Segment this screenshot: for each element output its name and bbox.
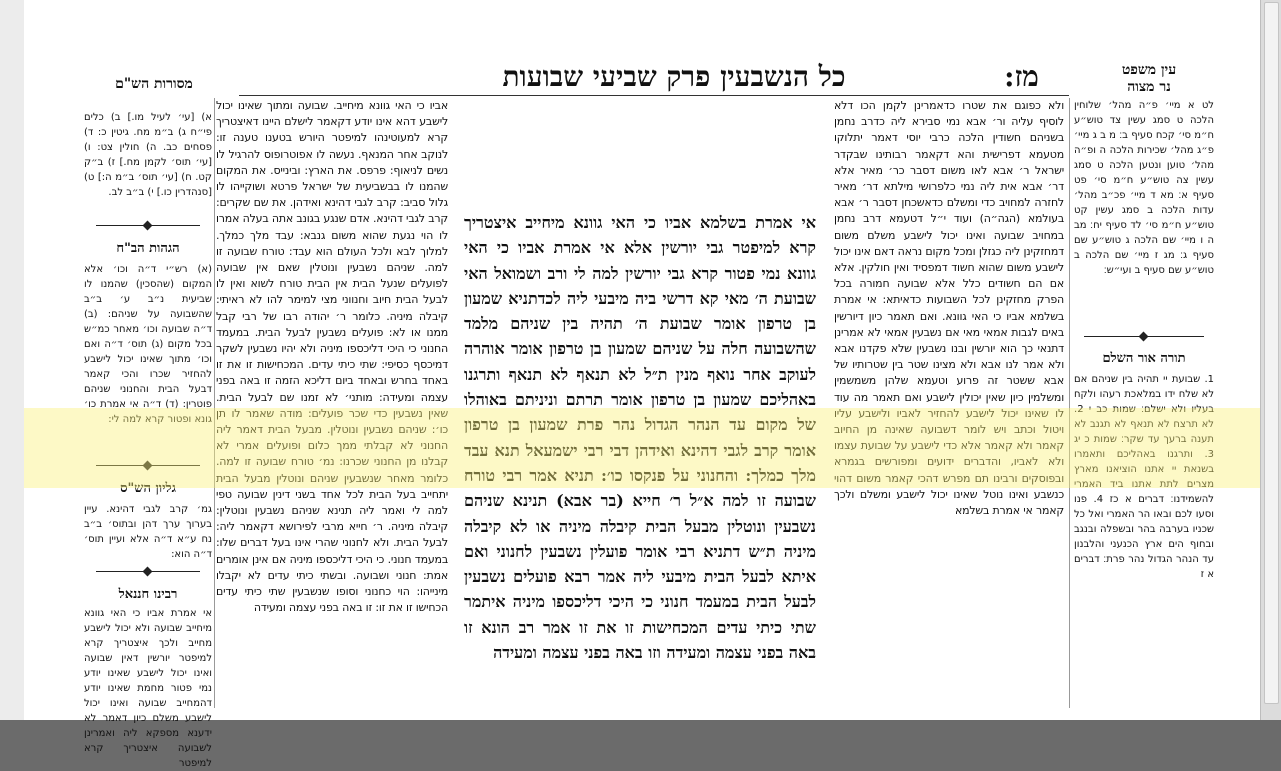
left-scroll-area [0,0,25,720]
scrollbar-thumb[interactable] [1264,2,1279,704]
header-rule [239,95,1069,96]
column-divider [1069,98,1070,708]
gilyon-column [84,502,212,562]
ein-mishpat-text: לט א מיי׳ פ״ה מהל׳ שלוחין הלכה ט סמג עשין צד טוש״ע ח״מ סי׳ קכח סעיף ב׃ מ ב ג מיי׳ פ״ג מהל׳ שכירות הלכה ה ופ״ה מהל׳ טוען ונטען הלכה ט סמג עשין צה טוש״ע ח״מ סי׳ פט סעיף א׃ מא ד מיי׳ פכ״ב מהל׳ עדות הלכה ב סמג עשין קט טוש״ע ח״מ סי׳ לד סעיף יח׃ מב ה ו מיי׳ שם הלכה ג טוש״ע שם סעיף ג׃ מג ז מיי׳ שם הלכה ב טוש״ע שם סעיף ב ועי״ש׃ [1074,100,1214,276]
hagahot-text: (א) רש״י ד״ה וכו׳ אלא המקום (שהסכין) שהמנו לו שביעית נ״ב ע׳ ב״ב שהשבועה על שניהם: (ב) ד״ה שבועה וכו׳ מאחר כמ״ש בכל מקום (ג) תוס׳ ד״ה ואם וכו׳ מתוך שאינו יכול לישבע להחזיר שכרו והכי קאמר דבעל הבית והחנוני שניהם פוטרין: (ד) ד״ה אי אמרת כו׳ גונא ופטור קרא למה לי: [84,264,212,425]
rashi-column [216,98,448,708]
page-title: כל הנשבעין פרק שביעי שבועות [502,60,846,93]
ner-mitzva-label: נר מצוה [1127,79,1171,95]
ein-mishpat-label: עין משפט [1121,62,1177,78]
tosafot-text: ולא כפוגם את שטרו כדאמרינן לקמן הכו דלא לוסיף עליה ור׳ אבא נמי סבירא ליה כדרב נחמן בשניהם חשודין הלכה כרבי יוסי דאמר יתלוקו מטעמא דפרישית והא דקאמר רבותינו שבקדר ישראל ר׳ אבא לאו משום דסבר כר׳ מאיר אלא דר׳ אבא אית ליה נמי כלפרושי מילתא דר׳ מאיר לחזרה למחויב כדי ומשלם כדאשכחן דסבר ר׳ אבא בעולמא (הגה״ה) ועוד י״ל דטעמא דרב נחמן במחויב שבועה ואינו יכול לישבע משלם משום דמחזקינן ליה כגזלן ומכל מקום נראה דאם אינו יכול לישבע משום שהוא חשוד דמפסיד ואין חולקין. אלא אם הם חשודים כלל אלא שבועה חמורה בכל הפרק מחזקינן לכל השבועות כדאיתא: אי אמרת בשלמא אביו כי האי גוונא. ואם תאמר כיון דיורשין באים לגבות אמאי מאי אם נשבעין אמאי לא אמרינן דתנאי כך הוא יורשין ובנו נשבעין שלא פקדנו אבא ולא אמר לנו אבא ולא מצינו שטר בין שטרותיו של אבא ששטר זה פרוע וטעמא שלהן משמשמין ומשלמין כיון שאין יכולין לישבע ואם תאמר מה עוד לו שאינו יכול לישבע להחזיר לאביו ולישבע עליו ויטול וכתב ויש לומר דשבועה שאינה מן החיוב קאמר ולא קאמר אלא כדי לישבע על שבועת עצמו ולא לאביו, והדברים ידועים ומפורשים בגמרא ובפוסקים ורבינו תם מפרש דהכי קאמר משום דהוי כנשבע ואינו נוטל שאינו יכול לישבע ומשלם ולכך קאמר אי אמרת בשלמא [834,99,1064,518]
chananel-title: רבינו חננאל [118,587,178,602]
chananel-column [84,606,212,769]
ornament-divider [1084,333,1204,341]
ornament-divider [96,568,200,576]
chananel-text: אי אמרת אביו כי האי גוונא מיחייב שבועה ולא יכול לישבע מחייב ולכך איצטריך קרא למיפטר יורשין דאין שבועה ואינו יכול לישבע שאינו יודע נמי פטור מחמת שאינו יודע דהמחייב שבועה ואינו יכול לישבע משלם כיון דאמר לא ידענא מספקא ליה ואמרינן לשבועה איצטריך קרא למיפטר [84,608,212,769]
talmud-page [24,0,1260,769]
torah-or-title: תורה אור השלם [1102,351,1186,366]
masoret-column [84,110,212,210]
tosafot-column [834,98,1064,708]
vertical-scrollbar[interactable] [1260,0,1281,720]
gilyon-title: גליון הש"ס [120,481,176,496]
hagahot-title: הגהות הב"ח [116,241,180,256]
column-divider [214,98,215,708]
ornament-divider [96,222,200,230]
masoret-hashas-label: מסורות הש"ם [115,76,193,92]
rashi-text: אביו כי האי גוונא מיחייב. שבועה ומתוך שאינו יכול לישבע דהא אינו יודע דקאמר לישלם היינו דאיצטריך קרא למעוטינהו למיפטר היורש בטענו טענה זו: לנוקב אחר המנאף. נעשה לו אפוטרופוס להרגיל לו נשים לניאוף: פרפס. את הארץ: ובינייס. את המקום שהמנו לו בבשביעית של ישראל פרטא ושוקייהו לו גלול סביב: קרב לגבי דהינא ואידהן. את שם שקרים: קרב לגבי דהינא. אדם שנגע בגונב אתה בעלה אמרו לו הוי נגעת שהוא משום גנבא: עבד מלך כמלך. למלוך לבא ולכל העולם הוא עבד: טורח שבועה זו למה. שניהם נשבעין ונוטלין שאם אין שבועה לפועלים שנעל הבית אין הבית טורח לשוא ואין לו לבעל הבית חיוב וחנווני מצי למימר להו לא ראיתי: קיבלה מיניה. כלומר ר׳ יהודה רבו של רבי קבל ממנו או לא: פועלים נשבעין לבעל הבית. במעמד החנוני כי היכי דליכספו מיניה ולא יהיו נשבעין לשקר דמיכסף כסיפי: שתי כיתי עדים. המכחישות זו את זו באחד בחרש ובאחד ביום דליכא הזמה זו באה בפני עצמה ומעידה: מותני׳ לא זמנו שם לבעל הבית. שאין נשבעין כדי שכר פועלים: מודה שאמר לו תן כו׳: שניהם נשבעין ונוטלין. מבעל הבית דאמר ליה החנוני לא קבלתי ממך כלום ופועלים אמרי לא קבלנו מן החנוני שכרנו: נמ׳ טורח שבועה זו למה. כלומר מאחר שנשבעין שניהם ונוטלין מבעל הבית יתחייב בעל הבית לכל אחד בשני דינין שבועה טפי למה לי ואמר ליה תנינא שניהם נשבעין ונוטלין: קיבלה מיניה. ר׳ חייא מרבי לפירושא דקאמר ליה: לבעל הבית. ולא לחנוני שהרי אינו בעל דברים שלו: במעמד חנוני. כי היכי דליכספו מיניה אם אינן אומרים אמת: חנוני ושבועה. ובשתי כיתי עדים לא יקבלו מינייהו: הוי כחנוני וסופו שנשבעין שתי כיתי עדים הכחישו זו את זו: זו באה בפני עצמה ומעידה [216,99,448,615]
daf-number: מז: [1004,60,1039,93]
gilyon-text: גמ׳ קרב לגבי דהינא. עיין בערוך ערך דהן ובתוס׳ ב״ב נח ע״א ד״ה אלא ועיין תוס׳ ד״ה הוא: [84,504,212,560]
torah-or-text: 1. שבועת יי תהיה בין שניהם אם לא שלח ידו במלאכת רעהו ולקח בעליו ולא ישלם׃ שמות כב י 2. לא תרצח לא תנאף לא תגנב לא תענה ברעך עד שקר׃ שמות כ יג 3. ותרגנו באהליכם ותאמרו בשנאת יי אתנו הוציאנו מארץ מצרים לתת אתנו ביד האמרי להשמידנו׃ דברים א כז 4. פנו וסעו לכם ובאו הר האמרי ואל כל שכניו בערבה בהר ובשפלה ובנגב ובחוף הים ארץ הכנעני והלבנון עד הנהר הגדול נהר פרת׃ דברים א ז [1074,374,1214,580]
highlight-band [24,408,1260,488]
gemara-text: אי אמרת בשלמא אביו כי האי גוונא מיחייב איצטריך קרא למיפטר גבי יורשין אלא אי אמרת אביו כי האי גוונא נמי פטור קרא גבי יורשין למה לי ורב ושמואל האי שבועת ה׳ מאי קא דרשי ביה מיבעי ליה לכדתניא שמעון בן טרפון אומר שבועת ה׳ תהיה בין שניהם מלמד שהשבועה חלה על שניהם שמעון בן טרפון אומר אוהרה לעוקב אחר נואף מנין ת״ל לא תנאף לא תנאף ותרגנו באהליכם שמעון בן טרפון אומר תרתם וניניתם באוהלו של מקום עד הנהר הגדול נהר פרת שמעון בן טרפון אומר קרב לגבי דהינא ואידהן דבי רבי ישמעאל תנא עבד מלך כמלך: והחנוני על פנקסו כו׳: תניא אמר רבי טורח שבועה זו למה א״ל ר׳ חייא (בר אבא) תנינא שניהם נשבעין ונוטלין מבעל הבית קיבלה מיניה או לא קיבלה מיניה ת״ש דתניא רבי אומר פועלין נשבעין לחנוני ואם איתא לבעל הבית מיבעי ליה אמר רבא פועלים נשבעין לבעל הבית במעמד חנוני כי היכי דליכספו מיניה איתמר שתי כיתי עדים המכחישות זו את זו אמר רב הונא זו באה בפני עצמה ומעידה וזו באה בפני עצמה ומעידה [464,213,816,663]
ein-mishpat-column [1074,98,1214,313]
masoret-text: א) [עי׳ לעיל מו.] ב) כלים פי״ח ג) ב״מ מח. גיטין כ: ד) פסחים כב. ה) חולין צט: ו) [עי׳ תוס׳ לקמן מח.] ז) ב״ק קט. ח) [עי׳ תוס׳ ב״מ ה:] ט) [סנהדרין כו.] י) ב״ב לב. [84,112,212,198]
